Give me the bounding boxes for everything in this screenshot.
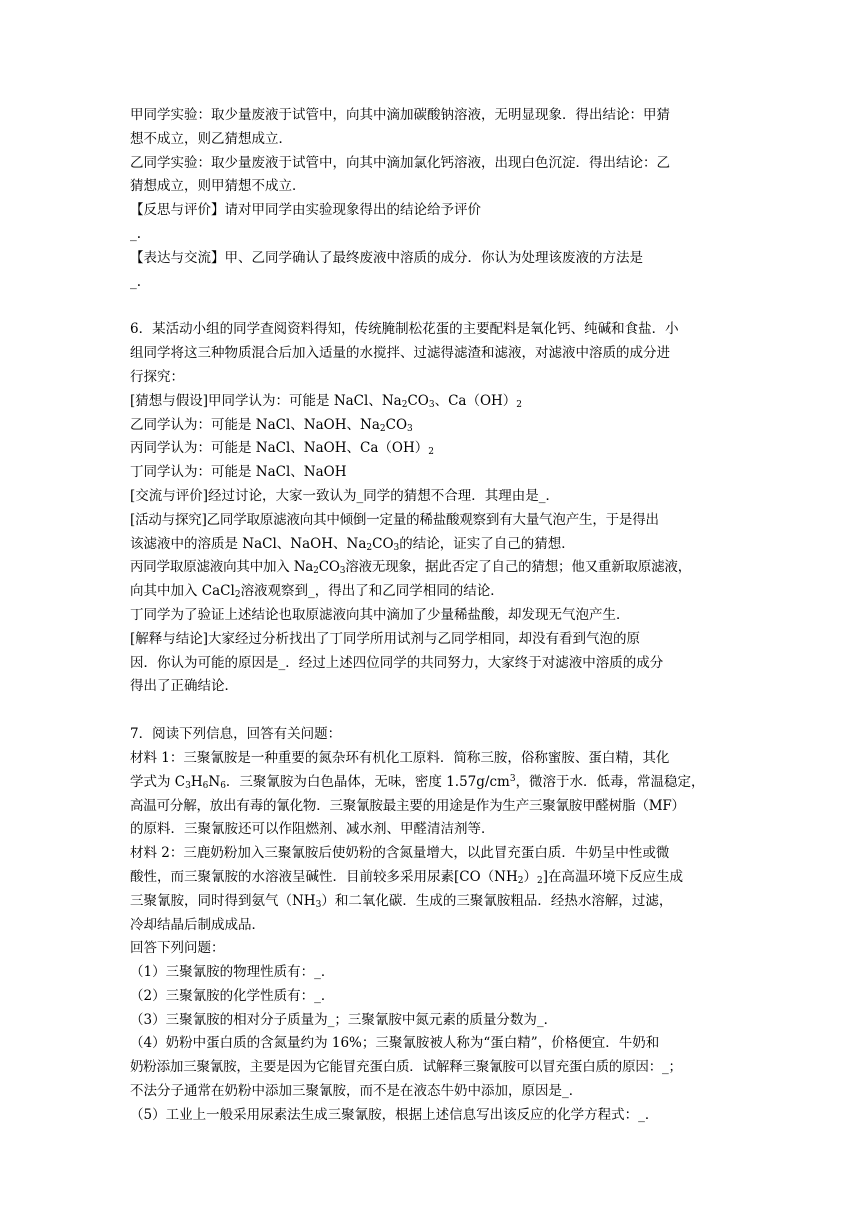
explanation-line-1: [解释与结论]大家经过分析找出了丁同学所用试剂与乙同学相同，却没有看到气泡的原 bbox=[130, 630, 641, 647]
sub-question-3: （3）三聚氰胺的相对分子质量为_；三聚氰胺中氮元素的质量分数为_． bbox=[130, 1011, 558, 1028]
q7-intro: 7．阅读下列信息，回答有关问题： bbox=[130, 726, 342, 743]
document-body bbox=[130, 104, 730, 1128]
question-7-section bbox=[130, 723, 730, 1128]
spacer bbox=[130, 294, 730, 318]
jia-experiment-line-1: 甲同学实验：取少量废液于试管中，向其中滴加碳酸钠溶液，无明显现象．得出结论：甲猜 bbox=[130, 107, 670, 123]
reflection-answer-blank: _. bbox=[130, 225, 142, 242]
q6-intro-line-2: 组同学将这三种物质混合后加入适量的水搅拌、过滤得滤渣和滤液，对滤液中溶质的成分进 bbox=[130, 345, 670, 362]
sub-question-5: （5）工业上一般采用尿素法生成三聚氰胺，根据上述信息写出该反应的化学方程式：_． bbox=[130, 1106, 659, 1123]
discussion-line: [交流与评价]经过讨论，大家一致认为_同学的猜想不合理．其理由是_． bbox=[130, 487, 560, 504]
ding-experiment-line: 丁同学为了验证上述结论也取原滤液向其中滴加了少量稀盐酸，却发现无气泡产生． bbox=[130, 606, 630, 623]
material-2-line-2: 酸性，而三聚氰胺的水溶液呈碱性．目前较多采用尿素$[CO(NH_2)_2]$在高温环境下反应生成 bbox=[130, 868, 683, 886]
explanation-line-3: 得出了正确结论． bbox=[130, 678, 238, 695]
spacer bbox=[130, 699, 730, 723]
sub-question-4-line-3: 不法分子通常在奶粉中添加三聚氰胺，而不是在液态牛奶中添加，原因是_． bbox=[130, 1083, 583, 1100]
activity-line-1: [活动与探究]乙同学取原滤液向其中倾倒一定量的稀盐酸观察到有大量气泡产生，于是得出 bbox=[130, 511, 659, 528]
guess-yi: 乙同学认为：可能是 NaCl、NaOH、$Na_2CO_3$ bbox=[130, 416, 413, 434]
jia-experiment-line-2: 想不成立，则乙猜想成立． bbox=[130, 130, 292, 147]
guess-bing: 丙同学认为：可能是 NaCl、NaOH、$Ca(OH)_2$ bbox=[130, 440, 434, 458]
sub-question-1: （1）三聚氰胺的物理性质有：_． bbox=[130, 964, 335, 981]
answer-intro: 回答下列问题： bbox=[130, 940, 225, 957]
sub-question-4-line-2: 奶粉添加三聚氰胺，主要是因为它能冒充蛋白质．试解释三聚氰胺可以冒充蛋白质的原因：_； bbox=[130, 1059, 682, 1076]
q6-intro-line-1: 6．某活动小组的同学查阅资料得知，传统腌制松花蛋的主要配料是氧化钙、纯碱和食盐．小 bbox=[130, 321, 679, 338]
material-2-line-1: 材料 2：三鹿奶粉加入三聚氰胺后使奶粉的含氮量增大，以此冒充蛋白质．牛奶呈中性或微 bbox=[130, 845, 670, 862]
material-1-line-2: 学式为 $C_3H_6N_6$．三聚氰胺为白色晶体，无味，密度 $1.57g/cm^3$，微溶于水．低毒，常温稳定， bbox=[130, 773, 705, 791]
material-2-line-4: 冷却结晶后制成成品． bbox=[130, 916, 265, 933]
material-1-line-4: 的原料．三聚氰胺还可以作阻燃剂、减水剂、甲醛清洁剂等． bbox=[130, 821, 495, 838]
expression-prompt: 【表达与交流】甲、乙同学确认了最终废液中溶质的成分．你认为处理该废液的方法是 bbox=[130, 249, 643, 266]
sub-question-4-line-1: （4）奶粉中蛋白质的含氮量约为 16%；三聚氰胺被人称为“蛋白精”，价格便宜．牛奶和 bbox=[130, 1035, 660, 1052]
material-2-line-3: 三聚氰胺，同时得到氨气$(NH_3)$和二氧化碳．生成的三聚氰胺粗品．经热水溶解，过滤， bbox=[130, 892, 673, 910]
yi-experiment-line-2: 猜想成立，则甲猜想不成立． bbox=[130, 178, 306, 195]
expression-answer-blank: _. bbox=[130, 273, 142, 290]
material-1-line-1: 材料 1：三聚氰胺是一种重要的氮杂环有机化工原料．简称三胺，俗称蜜胺、蛋白精，其化 bbox=[130, 749, 670, 766]
reflection-prompt: 【反思与评价】请对甲同学由实验现象得出的结论给予评价 bbox=[130, 202, 481, 219]
explanation-line-2: 因．你认为可能的原因是_．经过上述四位同学的共同努力，大家终于对滤液中溶质的成分 bbox=[130, 654, 664, 671]
q6-intro-line-3: 行探究： bbox=[130, 368, 184, 385]
bing-experiment-line-2: 向其中加入 CaCl$_2$溶液观察到_，得出了和乙同学相同的结论． bbox=[130, 583, 504, 601]
question-5-section bbox=[130, 104, 730, 294]
guess-ding: 丁同学认为：可能是 NaCl、NaOH bbox=[130, 464, 347, 481]
activity-line-2: 该滤液中的溶质是 NaCl、NaOH、$Na_2CO_3$的结论，证实了自己的猜想． bbox=[130, 535, 575, 553]
material-1-line-3: 高温可分解，放出有毒的氰化物．三聚氰胺最主要的用途是作为生产三聚氰胺甲醛树脂（MF） bbox=[130, 797, 685, 814]
bing-experiment-line-1: 丙同学取原滤液向其中加入 $Na_2CO_3$溶液无现象，据此否定了自己的猜想；他又重新取原滤液， bbox=[130, 559, 692, 577]
guess-jia: [猜想与假设]甲同学认为：可能是 NaCl、$Na_2CO_3$、$Ca(OH)_2$ bbox=[130, 392, 523, 410]
sub-question-2: （2）三聚氰胺的化学性质有：_． bbox=[130, 987, 335, 1004]
question-6-section bbox=[130, 318, 730, 699]
yi-experiment-line-1: 乙同学实验：取少量废液于试管中，向其中滴加氯化钙溶液，出现白色沉淀．得出结论：乙 bbox=[130, 154, 670, 171]
